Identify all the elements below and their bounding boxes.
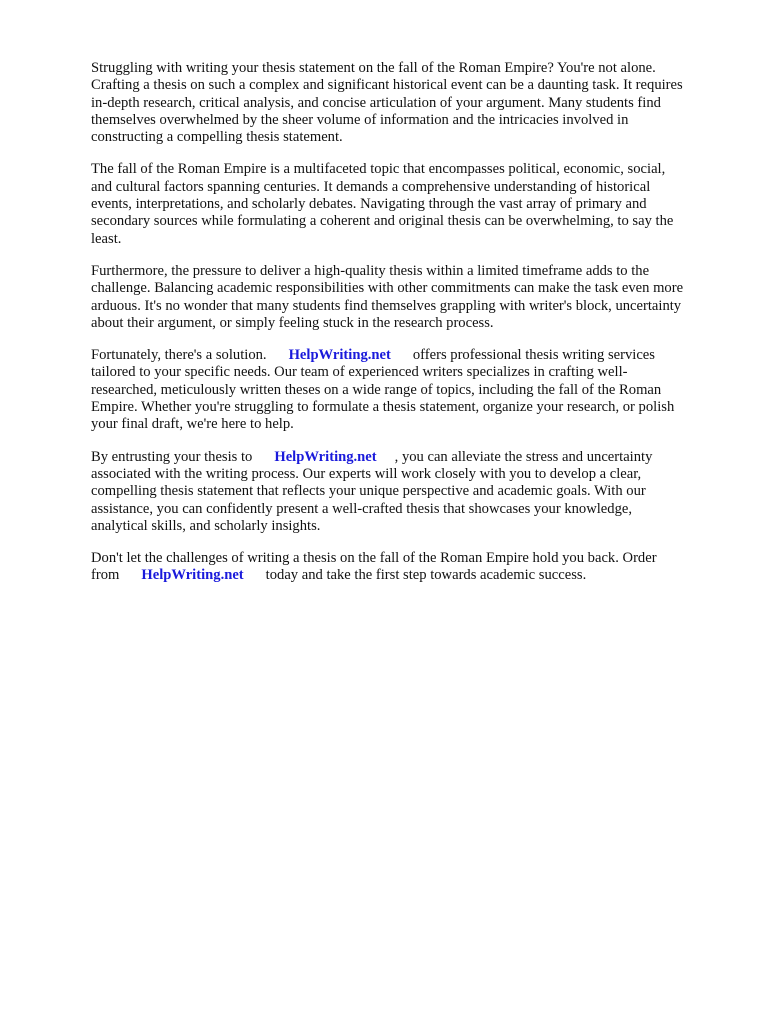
paragraph-entrusting-rest: , you can alleviate the stress and uncertainty associated with the writing process. Our experts will work closely with you to develop a clear, compelling thesis statement that reflects your unique perspective and academic goals. With our assistance, you can confidently present a well-crafted thesis that showcases your knowledge, analytical skills, and scholarly insights.: [91, 448, 653, 534]
paragraph-pressure: Furthermore, the pressure to deliver a high-quality thesis within a limited timeframe adds to the challenge. Balancing academic responsibilities with other commitments can make the task even more arduous. It's no wonder that many students find themselves grappling with writer's block, uncertainty about their argument, or simply feeling stuck in the research process.: [91, 262, 684, 331]
paragraph-closing-rest: today and take the first step towards academic success.: [265, 567, 587, 584]
paragraph-intro: Struggling with writing your thesis statement on the fall of the Roman Empire? You're not alone. Crafting a thesis on such a complex and significant historical event can be a daunting task. It requires in-depth research, critical analysis, and concise articulation of your argument. Many students find themselves overwhelmed by the sheer volume of information and the intricacies involved in constructing a compelling thesis statement.: [91, 60, 683, 146]
paragraph-entrusting-lead: By entrusting your thesis to: [91, 448, 253, 465]
paragraph-solution-rest: offers professional thesis writing services tailored to your specific needs. Our team of experienced writers specializes in crafting well- researched, meticulously written theses on a wide range of topics, including the fall of the Roman Empire. Whether you're struggling to formulate a thesis statement, organize your research, or polish your final draft, we're here to help.: [91, 347, 675, 433]
paragraph-solution-lead: Fortunately, there's a solution.: [91, 347, 267, 364]
paragraph-solution: [91, 347, 721, 433]
document-body: [91, 60, 721, 600]
helpwriting-link-3[interactable]: HelpWriting.net: [141, 567, 244, 584]
paragraph-closing-lead: Don't let the challenges of writing a thesis on the fall of the Roman Empire hold you back. Order from: [91, 550, 657, 584]
paragraph-entrusting: [91, 449, 721, 535]
helpwriting-link-1[interactable]: HelpWriting.net: [288, 347, 391, 364]
helpwriting-link-2[interactable]: HelpWriting.net: [274, 448, 377, 465]
paragraph-closing: [91, 550, 721, 585]
paragraph-topic: The fall of the Roman Empire is a multifaceted topic that encompasses political, economic, social, and cultural factors spanning centuries. It demands a comprehensive understanding of historical events, interpretations, and scholarly debates. Navigating through the vast array of primary and secondary sources while formulating a coherent and original thesis can be overwhelming, to say the least.: [91, 161, 674, 247]
